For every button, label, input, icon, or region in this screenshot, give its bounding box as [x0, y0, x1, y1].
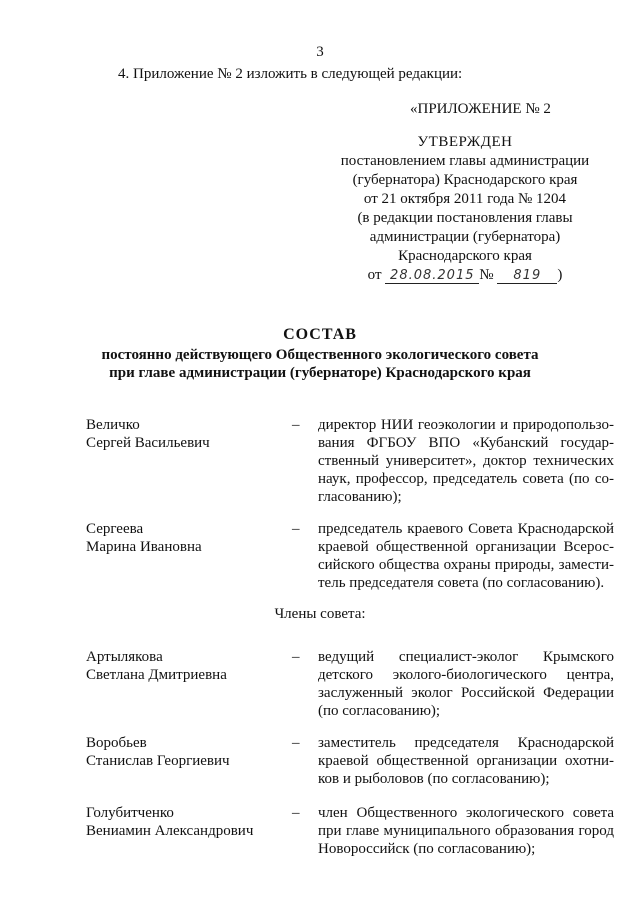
approval-line: от 21 октября 2011 года № 1204 [363, 191, 567, 207]
member-name [86, 734, 230, 770]
member-name [86, 416, 210, 452]
member-given-name: Вениамин Александрович [86, 823, 254, 839]
dash: – [292, 805, 300, 821]
member-description [318, 734, 614, 788]
title-line-3: при главе администрации (губернаторе) Краснодарского края [109, 365, 531, 381]
members-subheading: Члены совета: [274, 606, 366, 622]
desc-line: ственный университет», доктор технических [318, 453, 614, 469]
member-name [86, 648, 227, 684]
member-surname: Величко [86, 417, 140, 433]
desc-line: Новороссийск (по согласованию); [318, 841, 536, 857]
desc-line: вания ФГБОУ ВПО «Кубанский государ- [318, 435, 614, 451]
approved-label: УТВЕРЖДЕН [417, 134, 513, 150]
member-name [86, 520, 202, 556]
approval-line: постановлением главы администрации [340, 153, 590, 169]
member-description [318, 520, 614, 592]
member-surname: Сергеева [86, 521, 144, 537]
desc-line: краевой общественной организации Всерос- [318, 539, 614, 555]
member-description [318, 804, 614, 858]
desc-line: заместитель председателя Краснодарской [318, 735, 614, 751]
dash: – [292, 521, 300, 537]
member-given-name: Сергей Васильевич [86, 435, 210, 451]
from-prefix: от [367, 267, 382, 283]
desc-line: директор НИИ геоэкологии и природопользо- [318, 417, 614, 433]
desc-line: ведущий специалист-эколог Крымского [318, 649, 614, 665]
member-surname: Артылякова [86, 649, 163, 665]
dash: – [292, 735, 300, 751]
desc-line: председатель краевого Совета Краснодарской [318, 521, 614, 537]
desc-line: ков и рыболовов (по согласованию); [318, 771, 550, 787]
member-name [86, 804, 253, 840]
signed-number-field [497, 268, 557, 284]
member-surname: Голубитченко [86, 805, 174, 821]
desc-line: член Общественного экологического совета [318, 805, 614, 821]
desc-line: (по согласованию); [318, 703, 441, 719]
title-line-2: постоянно действующего Общественного экологического совета [101, 347, 539, 363]
member-description [318, 648, 614, 720]
page-number: 3 [316, 44, 324, 60]
desc-line: тель председателя совета (по согласованию). [318, 575, 605, 591]
approval-block [300, 100, 630, 285]
title-line-1: СОСТАВ [283, 326, 357, 343]
signed-date: 28.08.2015 [390, 268, 475, 283]
member-description [318, 416, 614, 506]
member-given-name: Станислав Георгиевич [86, 753, 230, 769]
desc-line: сийского общества охраны природы, замести- [318, 557, 614, 573]
desc-line: детского эколого-биологического центра, [318, 667, 614, 683]
signature-line [300, 266, 630, 285]
annex-label: «ПРИЛОЖЕНИЕ № 2 [410, 101, 551, 117]
approval-line: Краснодарского края [398, 248, 532, 264]
approval-line: (губернатора) Краснодарского края [352, 172, 578, 188]
approval-line: (в редакции постановления главы [357, 210, 573, 226]
desc-line: гласованию); [318, 489, 402, 505]
desc-line: краевой общественной организации охотни- [318, 753, 614, 769]
closing-paren: ) [557, 267, 563, 283]
member-given-name: Марина Ивановна [86, 539, 202, 555]
dash: – [292, 649, 300, 665]
desc-line: заслуженный эколог Российской Федерации [318, 685, 614, 701]
member-surname: Воробьев [86, 735, 147, 751]
dash: – [292, 417, 300, 433]
signed-number: 819 [513, 268, 542, 283]
member-given-name: Светлана Дмитриевна [86, 667, 227, 683]
signed-date-field [385, 268, 479, 284]
desc-line: наук, профессор, председатель совета (по со- [318, 471, 614, 487]
number-sign: № [479, 267, 494, 283]
document-title [0, 326, 640, 382]
approval-line: администрации (губернатора) [369, 229, 561, 245]
desc-line: при главе муниципального образования город [318, 823, 614, 839]
intro-line: 4. Приложение № 2 изложить в следующей редакции: [118, 66, 463, 82]
